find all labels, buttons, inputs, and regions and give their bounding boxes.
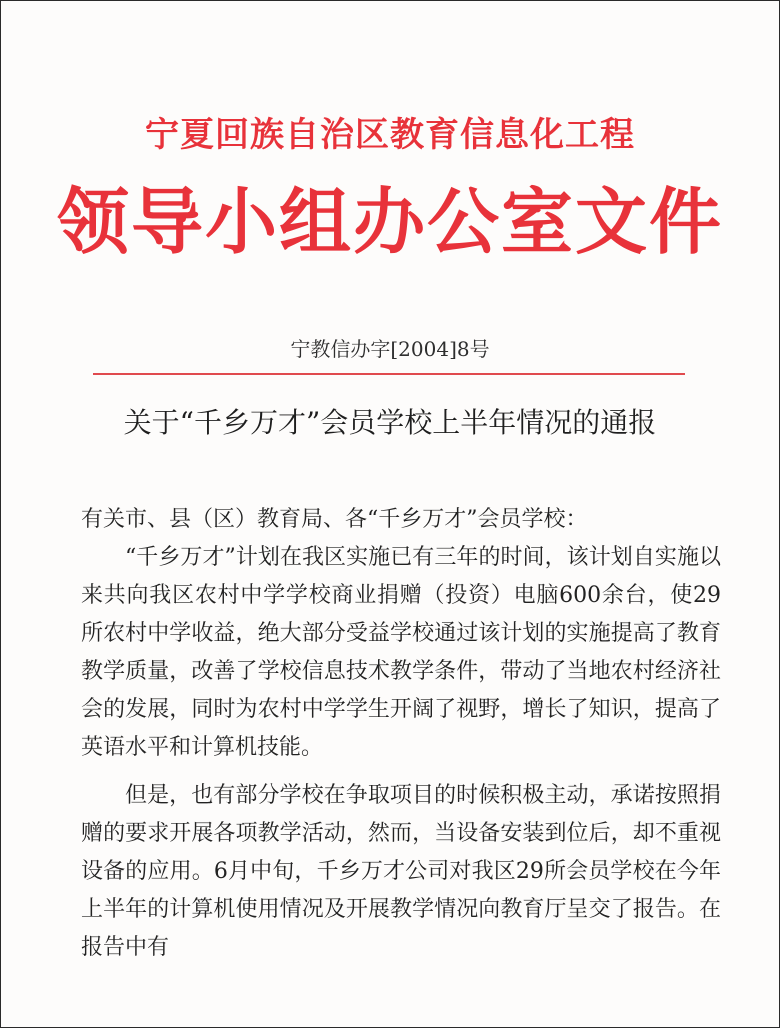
issuing-organization: 宁夏回族自治区教育信息化工程 [145,115,635,155]
document-body [81,501,721,967]
header-divider [93,373,685,375]
salutation: 有关市、县（区）教育局、各“千乡万才”会员学校： [81,507,588,532]
body-paragraph-1: “千乡万才”计划在我区实施已有三年的时间，该计划自实施以来共向我区农村中学学校商业捐赠（投资）电脑600余台，使29所农村中学收益，绝大部分受益学校通过该计划的实施提高了教育教学质量，改善了学校信息技术教学条件，带动了当地农村经济社会的发展，同时为农村中学学生开阔了视野，增长了知识，提高了英语水平和计算机技能。 [81,545,721,760]
document-title: 关于“千乡万才”会员学校上半年情况的通报 [123,406,657,439]
document-type-heading: 领导小组办公室文件 [56,179,723,264]
document-number: 宁教信办字[2004]8号 [290,337,490,361]
body-paragraph-2: 但是，也有部分学校在争取项目的时候积极主动，承诺按照捐赠的要求开展各项教学活动，然而，当设备安装到位后，却不重视设备的应用。6月中旬，千乡万才公司对我区29所会员学校在今年上半年的计算机使用情况及开展教学情况向教育厅呈交了报告。在报告中有 [81,783,721,960]
